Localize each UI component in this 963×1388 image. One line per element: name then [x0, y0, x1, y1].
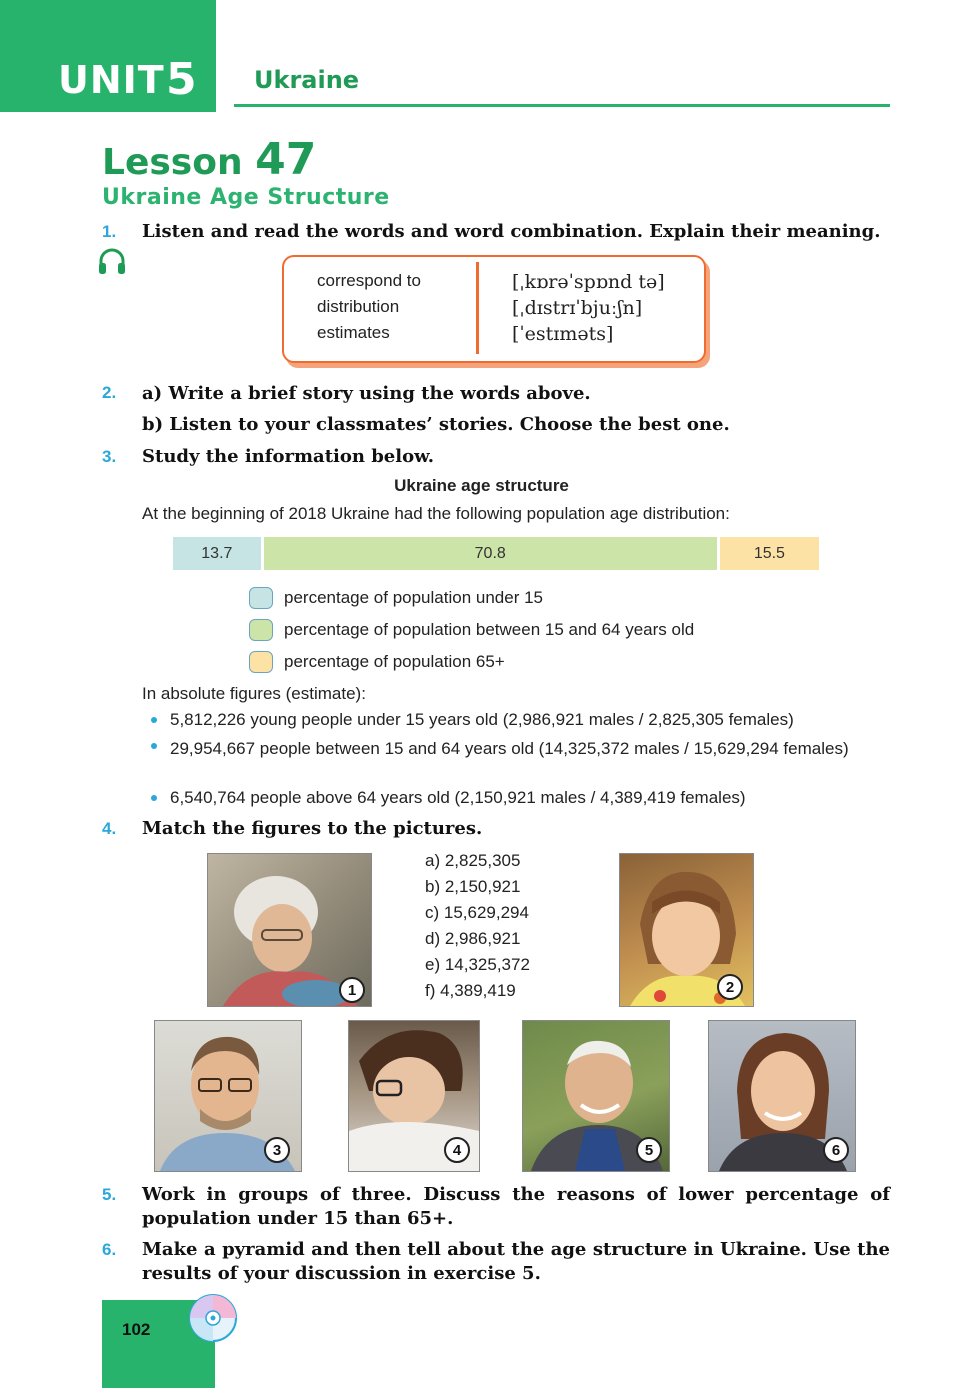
- figures-bullet: 5,812,226 young people under 15 years old (2,986,921 males / 2,825,305 females): [170, 710, 794, 729]
- exercise-6-number: 6.: [102, 1240, 117, 1259]
- exercise-6-text: Make a pyramid and then tell about the age structure in Ukraine. Use the results of your discussion in exercise 5.: [142, 1239, 890, 1284]
- age-bar-segment: [173, 537, 261, 570]
- legend-label: percentage of population under 15: [284, 588, 543, 607]
- bar-value-label: 15.5: [753, 544, 785, 562]
- exercise-3-number: 3.: [102, 447, 117, 466]
- match-figure: a) 2,825,305: [425, 851, 521, 870]
- exercise-3-text: Study the information below.: [142, 446, 435, 467]
- page-number: 102: [122, 1320, 151, 1339]
- exercise-2-number: 2.: [102, 383, 117, 402]
- match-figure: f) 4,389,419: [425, 981, 516, 1000]
- photo-number-badge: 4: [444, 1137, 470, 1163]
- exercise-1-number: 1.: [102, 222, 117, 241]
- photo-number-badge: 5: [636, 1137, 662, 1163]
- match-figure: b) 2,150,921: [425, 877, 521, 896]
- photo-number-badge: 1: [339, 977, 365, 1003]
- lesson-title: [102, 134, 316, 185]
- info-intro: At the beginning of 2018 Ukraine had the following population age distribution:: [142, 504, 730, 523]
- absolute-figures-heading: In absolute figures (estimate):: [142, 684, 366, 703]
- bullet-dot: [151, 717, 157, 723]
- match-figure: c) 15,629,294: [425, 903, 529, 922]
- unit-number: 5: [166, 54, 197, 105]
- vocab-word: correspond to: [317, 271, 421, 290]
- figures-bullet: 6,540,764 people above 64 years old (2,150,921 males / 4,389,419 females): [170, 788, 746, 807]
- bullet-dot: [151, 743, 157, 749]
- match-figure: d) 2,986,921: [425, 929, 521, 948]
- age-bar-segment: [264, 537, 717, 570]
- bar-value-label: 13.7: [201, 544, 233, 562]
- legend-swatch-15-64: [249, 619, 273, 641]
- vocab-transcription: [ˈestɪməts]: [512, 323, 614, 345]
- lesson-word: Lesson: [102, 142, 243, 183]
- exercise-5-number: 5.: [102, 1185, 117, 1204]
- legend-label: percentage of population between 15 and 64 years old: [284, 620, 695, 639]
- exercise-2a-text: a) Write a brief story using the words above.: [142, 383, 591, 404]
- vocab-word: estimates: [317, 323, 390, 342]
- age-bar-segment: [720, 537, 819, 570]
- legend-swatch-65-plus: [249, 651, 273, 673]
- lesson-subtitle: Ukraine Age Structure: [102, 185, 390, 210]
- unit-label: UNIT: [58, 58, 165, 102]
- photo-number-badge: 3: [264, 1137, 290, 1163]
- exercise-4-text: Match the figures to the pictures.: [142, 818, 483, 839]
- figures-bullet: 29,954,667 people between 15 and 64 years old (14,325,372 males / 15,629,294 females): [170, 739, 849, 758]
- exercise-2b-text: b) Listen to your classmates’ stories. Choose the best one.: [142, 414, 730, 435]
- exercise-4-number: 4.: [102, 819, 117, 838]
- vocab-word: distribution: [317, 297, 400, 316]
- exercise-1-text: Listen and read the words and word combination. Explain their meaning.: [142, 221, 881, 242]
- headphones-icon[interactable]: [96, 246, 128, 278]
- vocab-transcription: [ˌkɒrəˈspɒnd tə]: [512, 271, 665, 293]
- legend-label: percentage of population 65+: [284, 652, 505, 671]
- legend-swatch-under-15: [249, 587, 273, 609]
- match-figure: e) 14,325,372: [425, 955, 530, 974]
- bullet-dot: [151, 795, 157, 801]
- unit-title: Ukraine: [254, 66, 360, 94]
- lesson-number: 47: [255, 134, 317, 185]
- exercise-5-text: Work in groups of three. Discuss the reasons of lower percentage of population under 15 than 65+.: [142, 1184, 890, 1229]
- header-divider: [234, 104, 890, 107]
- vocabulary-divider: [476, 262, 479, 354]
- audio-cd-icon[interactable]: [188, 1293, 238, 1343]
- info-title: Ukraine age structure: [394, 476, 569, 495]
- photo-number-badge: 2: [717, 974, 743, 1000]
- vocab-transcription: [ˌdɪstrɪˈbjuːʃn]: [512, 297, 643, 319]
- photo-number-badge: 6: [823, 1137, 849, 1163]
- bar-value-label: 70.8: [474, 544, 506, 562]
